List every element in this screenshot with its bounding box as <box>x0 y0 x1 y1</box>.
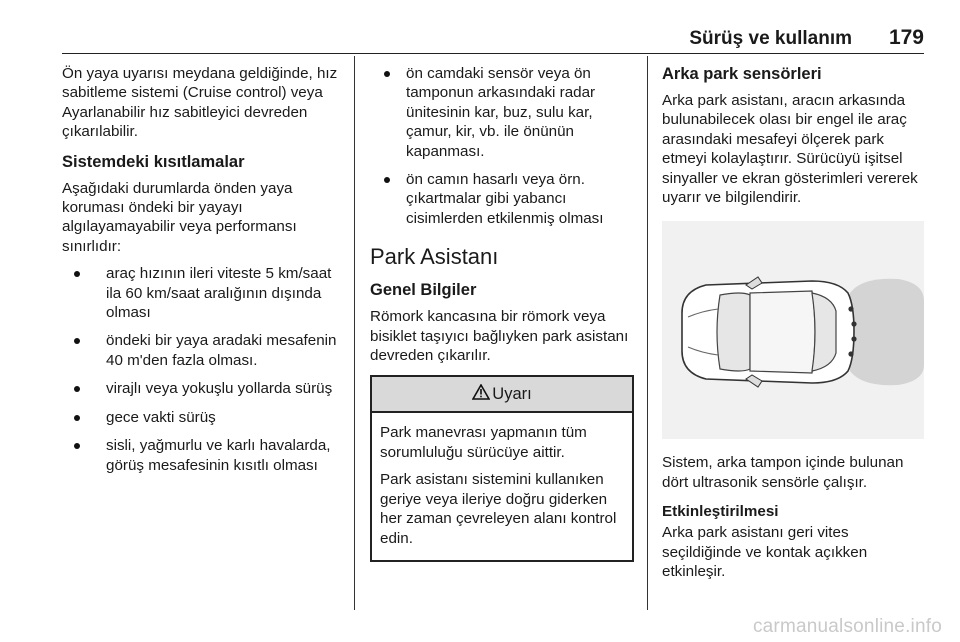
sensor-dot <box>851 322 856 327</box>
sensor-dot <box>848 352 853 357</box>
warning-triangle-icon <box>472 378 490 412</box>
header-rule <box>62 53 924 54</box>
warning-body <box>372 413 632 559</box>
bullet-icon <box>384 177 390 183</box>
sensor-dot <box>848 307 853 312</box>
bullet-icon <box>74 415 80 421</box>
general-info-heading: Genel Bilgiler <box>370 281 477 300</box>
activation-paragraph: Arka park asistanı geri vites seçildiğinde ve kontak açıkken etkinleşir. <box>662 524 868 581</box>
bullet-icon <box>74 386 80 392</box>
activation-heading: Etkinleştirilmesi <box>662 503 779 521</box>
page-number: 179 <box>888 26 924 49</box>
bullet-icon <box>74 271 80 277</box>
general-info-paragraph: Römork kancasına bir römork veya bisiklet taşıyıcı bağlıyken park asistanı devreden çıkarılır. <box>370 308 629 365</box>
warning-title: Uyarı <box>492 385 532 404</box>
sensor-dot <box>851 337 856 342</box>
bullet-icon <box>74 443 80 449</box>
column-1 <box>62 64 344 484</box>
rear-sensors-paragraph: Arka park asistanı, aracın arkasında bulunabilecek olası bir engel ile araç arasındaki mesafeyi ölçerek park etmeyi kolaylaştırır. Sürücüyü işitsel sinyaller ve ekran gösterimleri vererek uyarır ve bilgilendirir. <box>662 92 918 207</box>
column-3 <box>662 64 924 591</box>
warning-header <box>372 377 632 413</box>
page-header <box>62 22 924 50</box>
rear-sensors-heading: Arka park sensörleri <box>662 65 822 83</box>
intro-paragraph: Ön yaya uyarısı meydana geldiğinde, hız sabitleme sistemi (Cruise control) veya Ayarlanabilir hız sabitleyici devreden çıkarılabilir. <box>62 65 338 141</box>
column-divider-2 <box>647 56 648 610</box>
car-sensor-illustration <box>662 221 924 439</box>
list-item: gece vakti sürüş <box>62 408 344 427</box>
list-item: ön camın hasarlı veya örn. çıkartmalar gibi yabancı cisimlerden etkilenmiş olması <box>370 170 634 228</box>
list-item: virajlı veya yokuşlu yollarda sürüş <box>62 379 344 398</box>
warning-paragraph-1: Park manevrası yapmanın tüm sorumluluğu sürücüye aittir. <box>380 424 587 461</box>
section-title: Sürüş ve kullanım <box>689 28 852 49</box>
column-2 <box>370 64 634 562</box>
list-item: ön camdaki sensör veya ön tamponun arkasındaki radar ünitesinin kar, buz, sulu kar, çamur, kir, vb. ile önünün kapanması. <box>370 64 634 161</box>
warning-paragraph-2: Park asistanı sistemini kullanıken geriye veya ileriye doğru giderken her zaman çevreleyen alanı kontrol edin. <box>380 471 617 547</box>
bullet-icon <box>384 71 390 77</box>
bullet-icon <box>74 338 80 344</box>
sensor-description-paragraph: Sistem, arka tampon içinde bulunan dört ultrasonik sensörle çalışır. <box>662 454 904 491</box>
list-item: sisli, yağmurlu ve karlı havalarda, görüş mesafesinin kısıtlı olması <box>62 436 344 475</box>
warning-box <box>370 375 634 561</box>
limitations-list <box>62 264 344 475</box>
limitations-heading: Sistemdeki kısıtlamalar <box>62 152 245 171</box>
limitations-paragraph: Aşağıdaki durumlarda önden yaya koruması öndeki bir yayayı algılayamayabilir veya performansı sınırlıdır: <box>62 179 297 255</box>
sensor-zone-shape <box>850 279 924 385</box>
sensor-list <box>370 64 634 228</box>
park-assist-title: Park Asistanı <box>370 244 499 270</box>
column-divider-1 <box>354 56 355 610</box>
list-item: araç hızının ileri viteste 5 km/saat ila 60 km/saat aralığının dışında olması <box>62 264 344 322</box>
watermark: carmanualsonline.info <box>752 616 942 637</box>
list-item: öndeki bir yaya aradaki mesafenin 40 m'den fazla olması. <box>62 331 344 370</box>
